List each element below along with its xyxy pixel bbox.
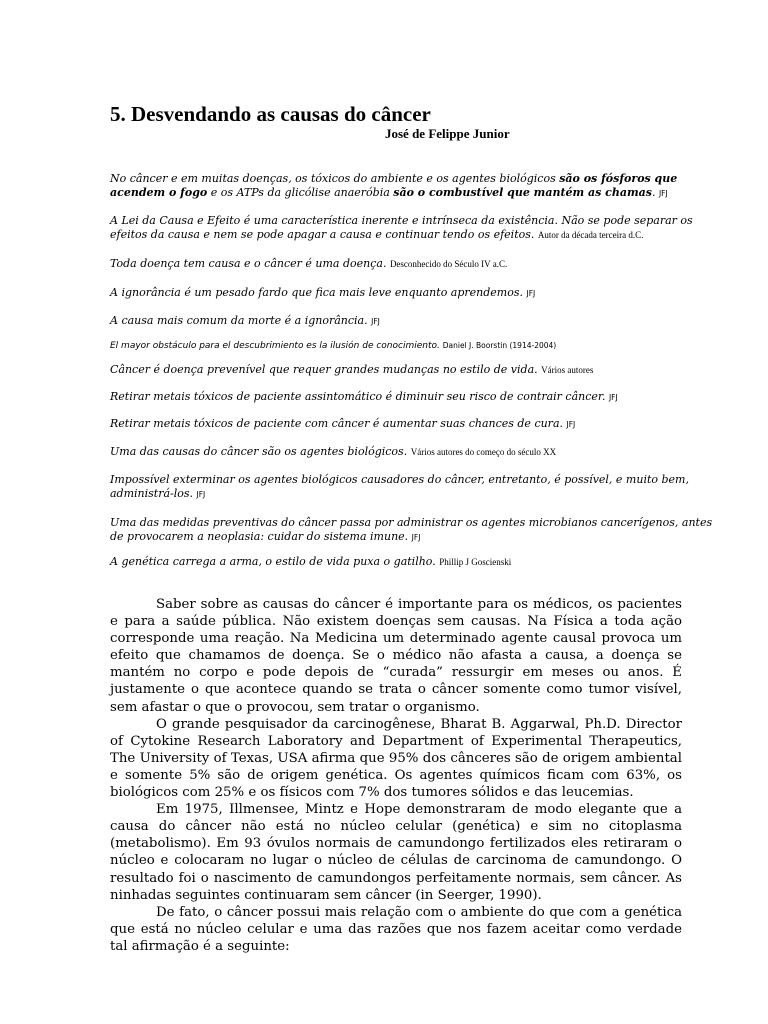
quote-text: Toda doença tem causa e o câncer é uma doença. bbox=[110, 257, 390, 270]
quote bbox=[110, 516, 715, 545]
quote-text: El mayor obstáculo para el descubrimiento es la ilusión de conocimiento. bbox=[110, 341, 443, 351]
quote-attribution: JFJ bbox=[411, 533, 421, 542]
quote-emphasis: são os fósforos que acendem o fogo bbox=[110, 172, 678, 199]
quote-attribution: JFJ bbox=[371, 317, 380, 326]
quote-attribution: Desconhecido do Século IV a.C. bbox=[389, 259, 508, 269]
quote-text: No câncer e em muitas doenças, os tóxicos do ambiente e os agentes biológicos bbox=[110, 172, 560, 185]
body-paragraph: O grande pesquisador da carcinogênese, Bharat B. Aggarwal, Ph.D. Director of Cytokine Research Laboratory and Department of Experimental Therapeutics, The University of Texas, USA afirma que 95% dos cânceres são de origem ambiental e somente 5% são de origem genética. Os agentes químicos ficam com 63%, os biológicos com 25% e os físicos com 7% dos tumores sólidos e das leucemias. bbox=[110, 716, 682, 801]
quote-text: e os ATPs da glicólise anaeróbia bbox=[207, 186, 394, 199]
chapter-author: José de Felippe Junior bbox=[385, 126, 510, 141]
body-paragraph: Em 1975, Illmensee, Mintz e Hope demonstraram de modo elegante que a causa do câncer não está no núcleo celular (genética) e sim no citoplasma (metabolismo). Em 93 óvulos normais de camundongo fertilizados eles retiraram o núcleo e colocaram no lugar o núcleo de células de carcinoma de camundongo. O resultado foi o nascimento de camundongos perfeitamente normais, sem câncer. As ninhadas seguintes continuaram sem câncer (in Seerger, 1990). bbox=[110, 802, 682, 903]
quote-text: Uma das medidas preventivas do câncer passa por administrar os agentes microbianos cancerígenos, antes de provocarem a neoplasia: cuidar do sistema imune. bbox=[110, 516, 713, 543]
quote-attribution: Autor da década terceira d.C. bbox=[537, 230, 644, 240]
quote-attribution: JFJ bbox=[566, 420, 576, 429]
quote-text: Retirar metais tóxicos de paciente assintomático é diminuir seu risco de contrair câncer. bbox=[110, 390, 609, 403]
quote bbox=[110, 339, 715, 353]
quote-attribution: Daniel J. Boorstin (1914-2004) bbox=[442, 341, 557, 350]
quote-text: A ignorância é um pesado fardo que fica mais leve enquanto aprendemos. bbox=[110, 286, 527, 299]
body-paragraph: De fato, o câncer possui mais relação com o ambiente do que com a genética que está no núcleo celular e uma das razões que nos fazem aceitar como verdade tal afirmação é a seguinte: bbox=[110, 904, 682, 954]
quote bbox=[110, 445, 715, 459]
quote bbox=[110, 172, 715, 201]
quote-attribution: Vários autores do começo do século XX bbox=[410, 447, 557, 457]
quote-attribution: JFJ bbox=[526, 289, 536, 298]
quote bbox=[110, 286, 715, 301]
quote bbox=[110, 555, 715, 569]
quote-text: A Lei da Causa e Efeito é uma característica inerente e intrínseca da existência. Não se pode separar os efeitos da causa e nem se pode apagar a causa e continuar tendo os efeitos. bbox=[110, 214, 693, 241]
quote-text: A genética carrega a arma, o estilo de vida puxa o gatilho. bbox=[110, 555, 440, 568]
quote bbox=[110, 417, 715, 432]
quote bbox=[110, 314, 715, 329]
quote-text: Retirar metais tóxicos de paciente com câncer é aumentar suas chances de cura. bbox=[110, 417, 567, 430]
quote bbox=[110, 363, 715, 377]
quote-attribution: JFJ bbox=[196, 490, 206, 499]
quote-text: Impossível exterminar os agentes biológicos causadores do câncer, entretanto, é possível, e muito bem, administrá-los. bbox=[110, 473, 689, 500]
quote bbox=[110, 257, 715, 271]
quote-text: . bbox=[651, 186, 659, 199]
quote-attribution: Vários autores bbox=[541, 365, 594, 375]
quote-attribution: Phillip J Goscienski bbox=[439, 557, 512, 567]
quote-text: A causa mais comum da morte é a ignorância. bbox=[110, 314, 372, 327]
quote-attribution: JFJ bbox=[658, 189, 668, 198]
body-paragraph: Saber sobre as causas do câncer é importante para os médicos, os pacientes e para a saúde pública. Não existem doenças sem causas. Na Física a toda ação corresponde uma reação. Na Medicina um determinado agente causal provoca um efeito que chamamos de doença. Se o médico não afasta a causa, a doença se mantém no corpo e pode depois de “curada” ressurgir em meses ou anos. É justamente o que acontece quando se trata o câncer somente como tumor visível, sem afastar o que o provocou, sem tratar o organismo. bbox=[110, 597, 682, 715]
quote-attribution: JFJ bbox=[608, 393, 618, 402]
quote-text: Uma das causas do câncer são os agentes biológicos. bbox=[110, 445, 411, 458]
quote bbox=[110, 214, 715, 242]
quote-emphasis: são o combustível que mantém as chamas bbox=[393, 186, 652, 199]
quote bbox=[110, 390, 715, 405]
body-text bbox=[110, 596, 682, 955]
chapter-title: 5. Desvendando as causas do câncer bbox=[110, 102, 431, 126]
quote-text: Câncer é doença prevenível que requer grandes mudanças no estilo de vida. bbox=[110, 363, 542, 376]
quote bbox=[110, 473, 715, 502]
